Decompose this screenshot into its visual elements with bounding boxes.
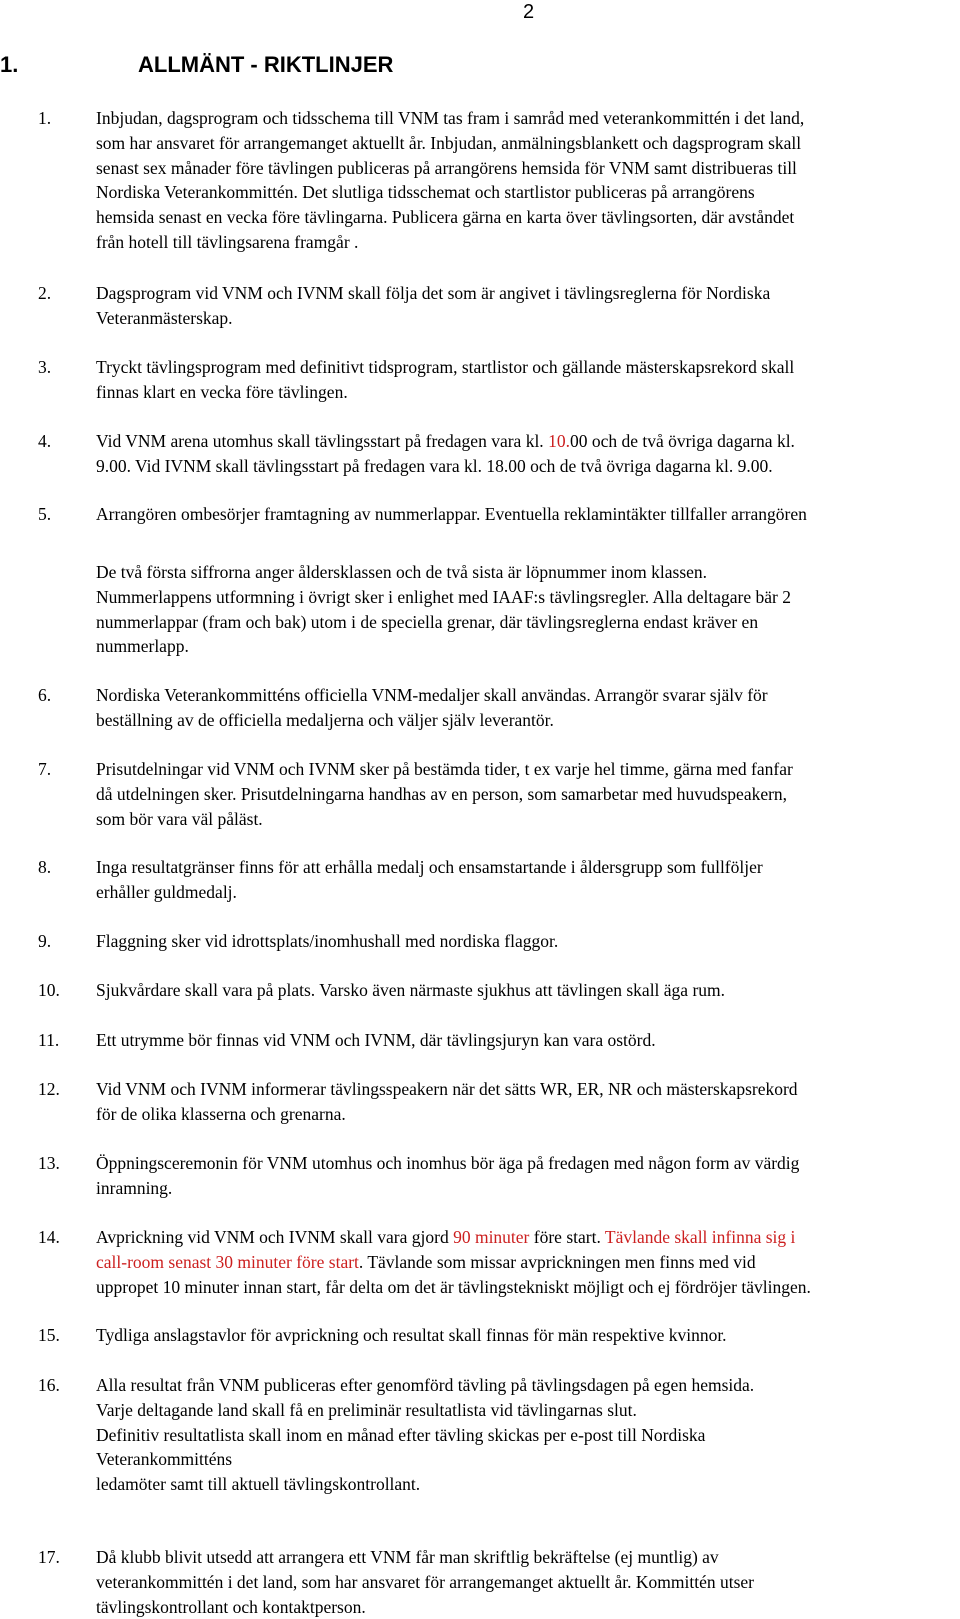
- list-item-text: [96, 855, 960, 905]
- section-heading-title: ALLMÄNT - RIKTLINJER: [138, 52, 394, 77]
- text-line: Tryckt tävlingsprogram med definitivt tidsprogram, startlistor och gällande mästerskapsrekord skall: [96, 357, 795, 377]
- text-line: uppropet 10 minuter innan start, får delta om det är tävlingstekniskt möjligt och ej fördröjer tävlingen.: [96, 1276, 811, 1297]
- list-item-text: [96, 683, 960, 733]
- text-line: Flaggning sker vid idrottsplats/inomhushall med nordiska flaggor.: [96, 931, 559, 951]
- list-item-text: [96, 978, 960, 1003]
- text-line: Alla resultat från VNM publiceras efter genomförd tävling på tävlingsdagen på egen hemsida.: [96, 1375, 755, 1395]
- text-line: 9.00. Vid IVNM skall tävlingsstart på fredagen vara kl. 18.00 och de två övriga dagarna kl. 9.00.: [96, 455, 773, 476]
- list-item-number: 1.: [38, 108, 52, 128]
- list-item-number: 9.: [38, 931, 52, 951]
- list-item-number: 5.: [38, 504, 52, 524]
- text-line: Då klubb blivit utsedd att arrangera ett VNM får man skriftlig bekräftelse (ej muntlig) av: [96, 1547, 719, 1567]
- text-line: Nordiska Veterankommittén. Det slutliga tidsschemat och startlistor publiceras på arrangörens: [96, 182, 755, 203]
- text-line: [96, 429, 960, 454]
- text-line: Sjukvårdare skall vara på plats. Varsko även närmaste sjukhus att tävlingen skall äga rum.: [96, 980, 726, 1000]
- text-line: veterankommittén i det land, som har ansvaret för arrangemanget aktuellt år. Kommittén utser: [96, 1571, 754, 1592]
- list-item-number: 12.: [38, 1079, 60, 1099]
- text-line: beställning av de officiella medaljerna och väljer själv leverantör.: [96, 709, 554, 730]
- text-line: Tydliga anslagstavlor för avprickning och resultat skall finnas för män respektive kvinnor.: [96, 1325, 727, 1345]
- text-line: Prisutdelningar vid VNM och IVNM sker på bestämda tider, t ex varje hel timme, gärna med fanfar: [96, 759, 793, 779]
- text-line: inramning.: [96, 1177, 173, 1198]
- text-line: Vid VNM och IVNM informerar tävlingsspeakern när det sätts WR, ER, NR och mästerskapsrekord: [96, 1079, 798, 1099]
- list-item-text: [96, 1373, 960, 1497]
- list-item-number: 7.: [38, 759, 52, 779]
- highlighted-text: Tävlande skall infinna sig i: [604, 1227, 796, 1247]
- list-item-number: 15.: [38, 1325, 60, 1345]
- list-item-text: [96, 1225, 960, 1299]
- text-line: Arrangören ombesörjer framtagning av nummerlappar. Eventuella reklamintäkter tillfaller arrangören: [96, 504, 807, 524]
- text-line: ledamöter samt till aktuell tävlingskontrollant.: [96, 1474, 421, 1495]
- list-item-text: [96, 1151, 960, 1201]
- list-item-number: 17.: [38, 1547, 60, 1567]
- text-line: som bör vara väl påläst.: [96, 808, 263, 829]
- text-line: nummerlappar (fram och bak) utom i de speciella grenar, där tävlingsreglerna endast kräver en: [96, 611, 759, 632]
- list-item-text: [96, 1545, 960, 1619]
- text-run: Avprickning vid VNM och IVNM skall vara gjord: [96, 1227, 454, 1247]
- text-line: Dagsprogram vid VNM och IVNM skall följa det som är angivet i tävlingsreglerna för Nordiska: [96, 283, 771, 303]
- list-item-text: [96, 757, 960, 831]
- highlighted-text: 10.: [548, 431, 570, 451]
- list-item-number: 13.: [38, 1153, 60, 1173]
- list-item-text: [96, 502, 960, 527]
- list-item-text: [96, 106, 960, 255]
- list-item-number: 4.: [38, 431, 52, 451]
- list-item-number: 10.: [38, 980, 60, 1000]
- list-item-text: [96, 1028, 960, 1053]
- list-item-text: [96, 929, 960, 954]
- text-line: De två första siffrorna anger åldersklassen och de två sista är löpnummer inom klassen.: [96, 562, 708, 582]
- list-item-number: 3.: [38, 357, 52, 377]
- list-item-number: 2.: [38, 283, 52, 303]
- text-line: som har ansvaret för arrangemanget aktuellt år. Inbjudan, anmälningsblankett och dagsprogram skall: [96, 132, 802, 153]
- page-number: 2: [523, 1, 535, 23]
- list-item-number: 16.: [38, 1375, 60, 1395]
- text-line: Veterankommitténs: [96, 1449, 233, 1470]
- list-item-text: [96, 1323, 960, 1348]
- text-line: då utdelningen sker. Prisutdelningarna handhas av en person, som samarbetar med huvudspeakern,: [96, 783, 788, 804]
- text-line: Nummerlappens utformning i övrigt sker i enlighet med IAAF:s tävlingsregler. Alla deltagare bär 2: [96, 586, 791, 607]
- section-heading-number: 1.: [0, 52, 19, 77]
- text-line: Definitiv resultatlista skall inom en månad efter tävling skickas per e-post till Nordiska: [96, 1424, 706, 1445]
- list-item-number: 8.: [38, 857, 52, 877]
- list-item-text: [96, 355, 960, 405]
- list-item-number: 14.: [38, 1227, 60, 1247]
- text-line: för de olika klasserna och grenarna.: [96, 1103, 346, 1124]
- highlighted-text: call-room senast 30 minuter före start: [96, 1251, 359, 1272]
- text-line: [96, 1250, 960, 1275]
- text-line: Nordiska Veterankommitténs officiella VNM-medaljer skall användas. Arrangör svarar själv för: [96, 685, 768, 705]
- text-line: Öppningsceremonin för VNM utomhus och inomhus bör äga på fredagen med någon form av värdig: [96, 1153, 800, 1173]
- list-item-number: 6.: [38, 685, 52, 705]
- text-line: hemsida senast en vecka före tävlingarna. Publicera gärna en karta över tävlingsorten, där avståndet: [96, 207, 795, 228]
- list-item-text: [96, 429, 960, 479]
- list-item-text: [96, 281, 960, 331]
- text-line: erhåller guldmedalj.: [96, 881, 237, 902]
- list-item-text: [96, 1077, 960, 1127]
- text-run: Vid VNM arena utomhus skall tävlingsstart på fredagen vara kl.: [96, 431, 549, 451]
- text-line: finnas klart en vecka före tävlingen.: [96, 381, 348, 402]
- list-item-text: [96, 560, 960, 659]
- text-run: . Tävlande som missar avprickningen men finns med vid: [358, 1251, 756, 1272]
- text-line: Varje deltagande land skall få en preliminär resultatlista vid tävlingarnas slut.: [96, 1399, 637, 1420]
- text-line: Inga resultatgränser finns för att erhålla medalj och ensamstartande i åldersgrupp som fullföljer: [96, 857, 763, 877]
- text-run: före start.: [529, 1227, 605, 1247]
- text-line: [96, 1225, 960, 1250]
- list-item-number: 11.: [38, 1030, 60, 1050]
- text-line: Veteranmästerskap.: [96, 307, 233, 328]
- text-line: nummerlapp.: [96, 636, 189, 657]
- text-run: 00 och de två övriga dagarna kl.: [569, 431, 795, 451]
- text-line: från hotell till tävlingsarena framgår .: [96, 231, 359, 252]
- text-line: Ett utrymme bör finnas vid VNM och IVNM, där tävlingsjuryn kan vara ostörd.: [96, 1030, 656, 1050]
- text-line: tävlingskontrollant och kontaktperson.: [96, 1596, 366, 1617]
- text-line: senast sex månader före tävlingen publiceras på arrangörens hemsida för VNM samt distribueras till: [96, 157, 797, 178]
- highlighted-text: 90 minuter: [453, 1227, 530, 1247]
- text-line: Inbjudan, dagsprogram och tidsschema till VNM tas fram i samråd med veterankommittén i det land,: [96, 108, 805, 128]
